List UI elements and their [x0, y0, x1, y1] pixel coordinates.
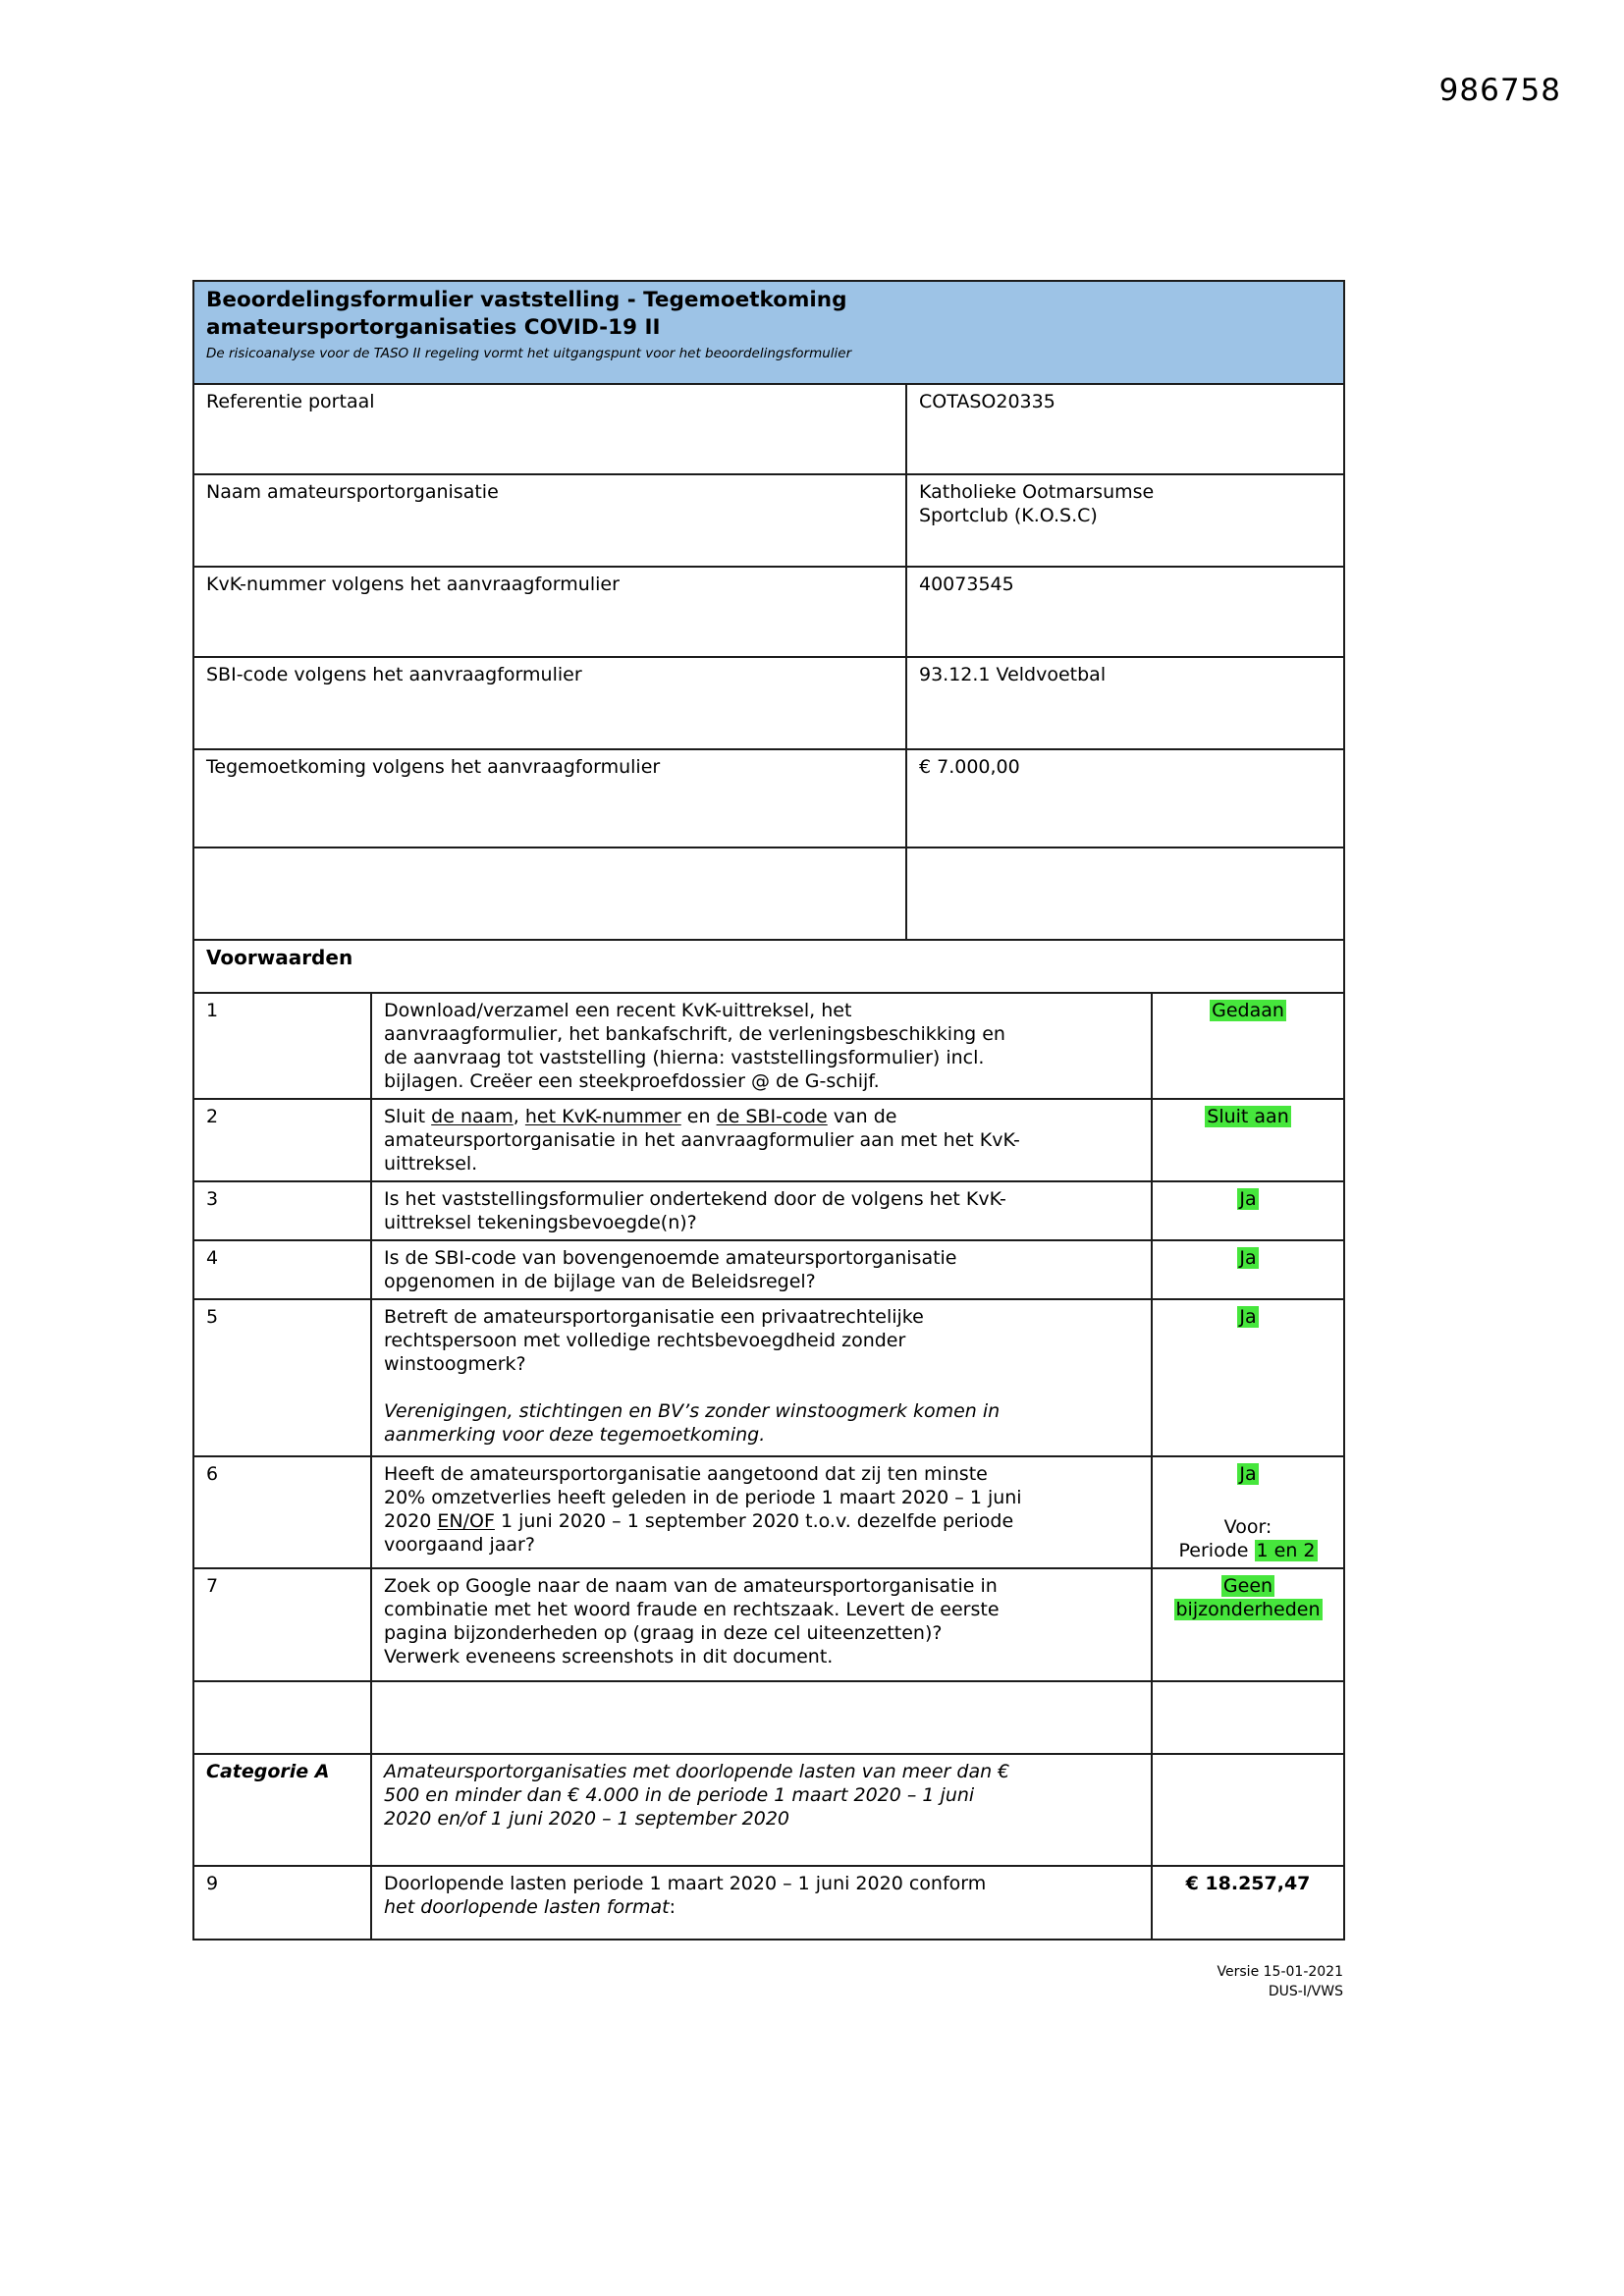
condition-row-6 [193, 1456, 1344, 1568]
condition-question [371, 1099, 1152, 1181]
text-segment: Sluit [384, 1106, 432, 1127]
status-highlight: Gedaan [1212, 1000, 1284, 1021]
text-segment: en [680, 1106, 717, 1127]
info-label: SBI-code volgens het aanvraagformulier [193, 657, 906, 749]
condition-number: 4 [193, 1240, 371, 1299]
condition-number: 5 [193, 1299, 371, 1456]
status-line-periode [1164, 1539, 1331, 1562]
underlined-segment: de naam [431, 1106, 514, 1127]
condition-question-text: Is de SBI-code van bovengenoemde amateursportorganisatie opgenomen in de bijlage van de Beleidsregel? [384, 1247, 957, 1292]
condition-question [371, 993, 1152, 1099]
condition-question-text: Betreft de amateursportorganisatie een privaatrechtelijke rechtspersoon met volledige rechtsbevoegdheid zonder winstoogmerk? [384, 1306, 924, 1375]
condition-row-empty [193, 1681, 1344, 1754]
status-line-voor: Voor: [1223, 1516, 1272, 1538]
condition-row-1 [193, 993, 1344, 1099]
condition-question-text [384, 1872, 1022, 1919]
condition-row-7 [193, 1568, 1344, 1681]
text-segment: : [669, 1896, 677, 1918]
condition-status [1152, 1299, 1344, 1456]
info-value: € 7.000,00 [906, 749, 1344, 847]
text-segment: Heeft de amateursportorganisatie aangetoond dat zij ten minste 20% omzetverlies heeft geleden in de periode 1 maart 2020 – 1 juni 2020 [384, 1463, 1022, 1532]
condition-row-4 [193, 1240, 1344, 1299]
page-number: 986758 [1438, 73, 1561, 108]
underlined-segment: het KvK-nummer [524, 1106, 681, 1127]
condition-status [1152, 1099, 1344, 1181]
section-title: Voorwaarden [193, 940, 1344, 993]
condition-question-text: Is het vaststellingsformulier ondertekend door de volgens het KvK-uittreksel tekeningsbevoegde(n)? [384, 1188, 1006, 1233]
category-status-empty [1152, 1754, 1344, 1866]
italic-segment: het doorlopende lasten format [384, 1896, 670, 1918]
info-label: Tegemoetkoming volgens het aanvraagformulier [193, 749, 906, 847]
footer-version: Versie 15-01-2021 [1217, 1964, 1343, 1980]
status-highlight: Ja [1239, 1188, 1257, 1210]
condition-row-2 [193, 1099, 1344, 1181]
category-description-text: Amateursportorganisaties met doorlopende lasten van meer dan € 500 en minder dan € 4.000 in de periode 1 maart 2020 – 1 juni 2020 en/of 1 juni 2020 – 1 september 2020 [384, 1761, 1010, 1830]
form-title-line1: Beoordelingsformulier vaststelling - Tegemoetkoming [206, 288, 847, 312]
condition-question [371, 1240, 1152, 1299]
status-line-ja [1164, 1462, 1331, 1486]
footer-organisation: DUS-I/VWS [1268, 1984, 1343, 1999]
form-header-row [193, 281, 1344, 384]
condition-status-empty [1152, 1681, 1344, 1754]
status-highlight: Ja [1239, 1306, 1257, 1328]
condition-question [371, 1456, 1152, 1568]
condition-question [371, 1866, 1152, 1940]
assessment-form-table [192, 280, 1345, 1941]
info-label: KvK-nummer volgens het aanvraagformulier [193, 567, 906, 657]
underlined-segment: de SBI-code [716, 1106, 828, 1127]
condition-question [371, 1181, 1152, 1240]
info-row-sbi [193, 657, 1344, 749]
info-value-empty [906, 847, 1344, 940]
info-value: 40073545 [906, 567, 1344, 657]
info-value-text: Katholieke Ootmarsumse Sportclub (K.O.S.C) [919, 481, 1155, 526]
info-label: Naam amateursportorganisatie [193, 474, 906, 567]
condition-number: 3 [193, 1181, 371, 1240]
info-row-referentie [193, 384, 1344, 474]
form-title [206, 287, 1331, 342]
condition-status [1152, 1456, 1344, 1568]
condition-number: 9 [193, 1866, 371, 1940]
info-row-tegemoetkoming [193, 749, 1344, 847]
text-segment: Doorlopende lasten periode 1 maart 2020 – 1 juni 2020 conform [384, 1873, 987, 1894]
condition-status [1152, 993, 1344, 1099]
text-segment: 1 juni 2020 – 1 september 2020 t.o.v. dezelfde periode voorgaand jaar? [384, 1510, 1014, 1556]
category-a-row [193, 1754, 1344, 1866]
condition-number: 2 [193, 1099, 371, 1181]
condition-status [1152, 1240, 1344, 1299]
condition-number: 6 [193, 1456, 371, 1568]
condition-row-5 [193, 1299, 1344, 1456]
condition-number: 7 [193, 1568, 371, 1681]
amount-value: € 18.257,47 [1185, 1873, 1311, 1894]
info-label: Referentie portaal [193, 384, 906, 474]
condition-number-empty [193, 1681, 371, 1754]
condition-question [371, 1299, 1152, 1456]
condition-question-text [384, 1462, 1022, 1557]
status-highlight: 1 en 2 [1256, 1540, 1316, 1561]
info-label-empty [193, 847, 906, 940]
text-segment: van de amateursportorganisatie in het aanvraagformulier aan met het KvK-uittreksel. [384, 1106, 1020, 1175]
info-row-naam [193, 474, 1344, 567]
status-highlight: Ja [1239, 1463, 1257, 1485]
status-highlight: Sluit aan [1207, 1106, 1289, 1127]
text-segment: Periode [1178, 1540, 1255, 1561]
form-subtitle: De risicoanalyse voor de TASO II regeling vormt het uitgangspunt voor het beoordelingsformulier [206, 346, 852, 361]
condition-status [1152, 1181, 1344, 1240]
condition-note: Verenigingen, stichtingen en BV’s zonder winstoogmerk komen in aanmerking voor deze tegemoetkoming. [384, 1400, 1001, 1446]
status-highlight: Ja [1239, 1247, 1257, 1269]
info-row-kvk [193, 567, 1344, 657]
condition-number: 1 [193, 993, 371, 1099]
text-segment: , [513, 1106, 525, 1127]
condition-question-text: Zoek op Google naar de naam van de amateursportorganisatie in combinatie met het woord fraude en rechtszaak. Levert de eerste pagina bijzonderheden op (graag in deze cel uiteenzetten)? Verwerk eveneens screenshots in dit document. [384, 1575, 1000, 1667]
condition-question-text [384, 1105, 1022, 1175]
info-value: 93.12.1 Veldvoetbal [906, 657, 1344, 749]
condition-amount [1152, 1866, 1344, 1940]
category-label: Categorie A [193, 1754, 371, 1866]
category-description [371, 1754, 1152, 1866]
condition-question-text: Download/verzamel een recent KvK-uittreksel, het aanvraagformulier, het bankafschrift, de verleningsbeschikking en de aanvraag tot vaststelling (hierna: vaststellingsformulier) incl. bijlagen. Creëer een steekproefdossier @ de G-schijf. [384, 1000, 1005, 1092]
info-row-empty [193, 847, 1344, 940]
info-value: COTASO20335 [906, 384, 1344, 474]
section-title-row [193, 940, 1344, 993]
document-footer [192, 1962, 1343, 2001]
info-value [906, 474, 1344, 567]
condition-row-9 [193, 1866, 1344, 1940]
condition-row-3 [193, 1181, 1344, 1240]
form-header-cell [193, 281, 1344, 384]
condition-question [371, 1568, 1152, 1681]
form-title-line2: amateursportorganisaties COVID-19 II [206, 315, 661, 340]
status-highlight: Geen bijzonderheden [1175, 1575, 1321, 1620]
condition-question-empty [371, 1681, 1152, 1754]
condition-status [1152, 1568, 1344, 1681]
underlined-segment: EN/OF [437, 1510, 495, 1532]
